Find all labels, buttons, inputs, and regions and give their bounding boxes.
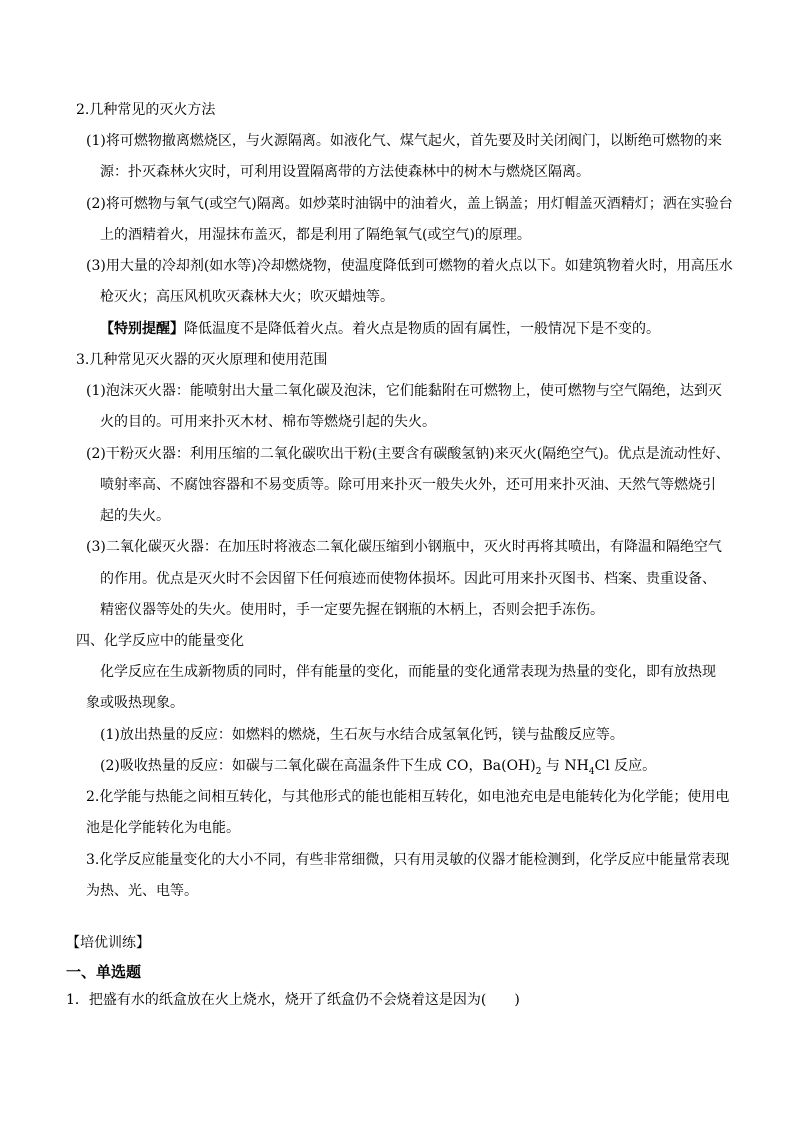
method-3-line-2: 枪灭火；高压风机吹灭森林大火；吹灭蜡烛等。 [100, 289, 394, 305]
subscript-4: 4 [588, 766, 595, 777]
single-choice-heading: 一、单选题 [66, 963, 142, 981]
energy-magnitude-line-2: 为热、光、电等。 [86, 883, 198, 899]
section-heading-energy-change: 四、化学反应中的能量变化 [76, 633, 244, 649]
method-3-line-1: (3)用大量的冷却剂(如水等)冷却燃烧物，使温度降低到可燃物的着火点以下。如建筑物着火时，用高压水 [86, 258, 733, 274]
extinguisher-1-line-2: 火的目的。可用来扑灭木材、棉布等燃烧引起的失火。 [100, 414, 436, 430]
energy-conversion-line-1: 2.化学能与热能之间相互转化，与其他形式的能也能相互转化，如电池充电是电能转化为化学能；使用电 [86, 789, 730, 805]
section-heading-extinguishers: 3.几种常见灭火器的灭火原理和使用范围 [76, 352, 328, 368]
energy-intro-line-2: 象或吸热现象。 [86, 695, 184, 711]
method-2-line-2: 上的酒精着火，用湿抹布盖灭，都是利用了隔绝氧气(或空气)的原理。 [100, 227, 531, 243]
extinguisher-2-line-3: 起的失火。 [100, 508, 170, 524]
method-1-line-1: (1)将可燃物撤离燃烧区，与火源隔离。如液化气、煤气起火，首先要及时关闭阀门，以断绝可燃物的来 [86, 133, 722, 149]
extinguisher-3-line-1: (3)二氧化碳灭火器：在加压时将液态二氧化碳压缩到小钢瓶中，灭火时再将其喷出，有降温和隔绝空气 [86, 539, 722, 555]
extinguisher-3-line-3: 精密仪器等处的失火。使用时，手一定要先握在钢瓶的木柄上，否则会把手冻伤。 [100, 602, 604, 618]
special-tip [100, 319, 660, 339]
method-2-line-1: (2)将可燃物与氧气(或空气)隔离。如炒菜时油锅中的油着火，盖上锅盖；用灯帽盖灭酒精灯；洒在实验台 [86, 196, 733, 212]
energy-intro-line-1: 化学反应在生成新物质的同时，伴有能量的变化，而能量的变化通常表现为热量的变化，即有放热现 [100, 664, 716, 680]
training-label: 【培优训练】 [66, 935, 150, 951]
endothermic-text-mid: 与 NH [541, 758, 589, 774]
subscript-2: 2 [535, 766, 542, 777]
extinguisher-2-line-1: (2)干粉灭火器：利用压缩的二氧化碳吹出干粉(主要含有碳酸氢钠)来灭火(隔绝空气)。优点是流动性好、 [86, 446, 730, 462]
extinguisher-2-line-2: 喷射率高、不腐蚀容器和不易变质等。除可用来扑灭一般失火外，还可用来扑灭油、天然气等燃烧引 [100, 477, 716, 493]
special-tip-text: 降低温度不是降低着火点。着火点是物质的固有属性，一般情况下是不变的。 [184, 321, 660, 337]
question-1: 1．把盛有水的纸盒放在火上烧水，烧开了纸盒仍不会烧着这是因为( ) [66, 992, 520, 1008]
special-tip-label: 【特别提醒】 [100, 321, 184, 337]
endothermic-text-start: (2)吸收热量的反应：如碳与二氧化碳在高温条件下生成 CO，Ba(OH) [100, 758, 536, 774]
exothermic-reactions: (1)放出热量的反应：如燃料的燃烧，生石灰与水结合成氢氧化钙，镁与盐酸反应等。 [100, 727, 624, 743]
section-heading-extinguish-methods: 2.几种常见的灭火方法 [76, 102, 216, 118]
endothermic-reactions [100, 756, 656, 782]
extinguisher-3-line-2: 的作用。优点是灭火时不会因留下任何痕迹而使物体损坏。因此可用来扑灭图书、档案、贵重设备、 [100, 571, 716, 587]
extinguisher-1-line-1: (1)泡沫灭火器：能喷射出大量二氧化碳及泡沫，它们能黏附在可燃物上，使可燃物与空气隔绝，达到灭 [86, 383, 722, 399]
energy-magnitude-line-1: 3.化学反应能量变化的大小不同，有些非常细微，只有用灵敏的仪器才能检测到，化学反应中能量常表现 [86, 852, 730, 868]
energy-conversion-line-2: 池是化学能转化为电能。 [86, 820, 240, 836]
endothermic-text-end: Cl 反应。 [594, 758, 657, 774]
method-1-line-2: 源：扑灭森林火灾时，可利用设置隔离带的方法使森林中的树木与燃烧区隔离。 [100, 164, 590, 180]
